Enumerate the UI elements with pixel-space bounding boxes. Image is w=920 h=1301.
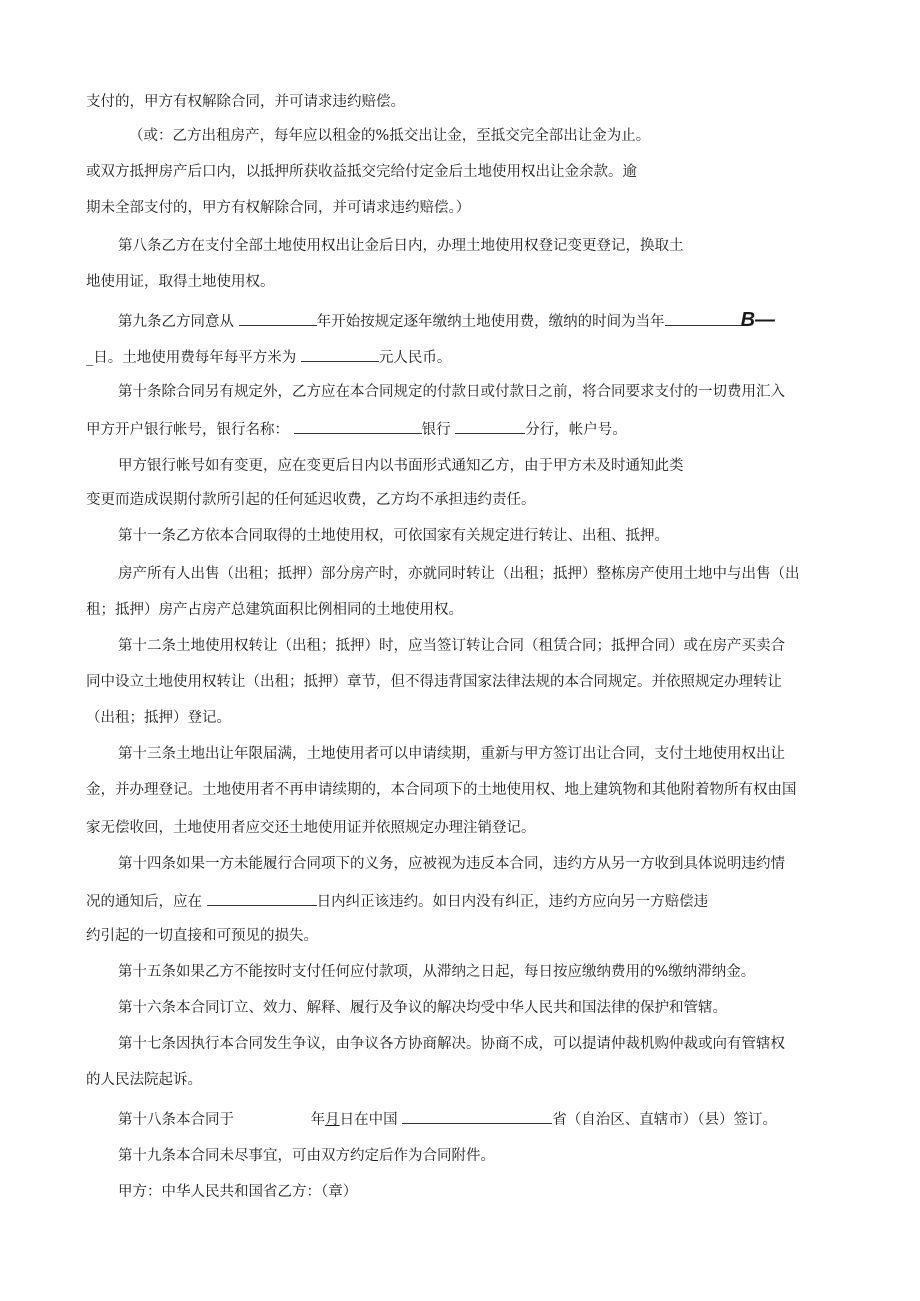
article-9-line: 第九条乙方同意从 年开始按规定逐年缴纳土地使用费，缴纳的时间为当年 B—: [118, 309, 776, 331]
article-19-line: 第十九条本合同未尽事宜，可由双方约定后作为合同附件。: [118, 1148, 495, 1164]
text-line: 房产所有人出售（出租；抵押）部分房产时，亦就同时转让（出租；抵押）整栋房产使用土地中与出售（出: [118, 566, 800, 582]
text-line: 家无偿收回，土地使用者应交还土地使用证并依照规定办理注销登记。: [86, 820, 536, 836]
month-blank[interactable]: [665, 310, 741, 326]
article-13-line: 第十三条土地出让年限届满，土地使用者可以申请续期，重新与甲方签订出让合同，支付土地使用权出让: [118, 746, 785, 762]
handwritten-mark: B—: [740, 309, 776, 331]
article-8-line: 第八条乙方在支付全部土地使用权出让金后日内，办理土地使用权登记变更登记，换取土: [118, 238, 684, 254]
province-blank[interactable]: [402, 1108, 552, 1124]
text-line: 支付的，甲方有权解除合同，并可请求违约赔偿。: [86, 94, 405, 110]
month-underlined: 月: [325, 1112, 340, 1128]
fee-blank[interactable]: [301, 346, 379, 362]
text-line: 或双方抵押房产后口内，以抵押所获收益抵交完给付定金后土地使用权出让金余款。逾: [86, 164, 637, 180]
branch-blank[interactable]: [455, 418, 525, 434]
text-line: 租；抵押）房产占房产总建筑面积比例相同的土地使用权。: [86, 602, 463, 618]
text-line: 约引起的一切直接和可预见的损失。: [86, 928, 318, 944]
article-14-line: 第十四条如果一方未能履行合同项下的义务，应被视为违反本合同，违约方从另一方收到具体说明违约情: [118, 856, 785, 872]
text-line: 甲方银行帐号如有变更，应在变更后日内以书面形式通知乙方，由于甲方未及时通知此类: [118, 458, 684, 474]
text-line: 地使用证，取得土地使用权。: [86, 274, 275, 290]
article-15-line: 第十五条如果乙方不能按时支付任何应付款项，从滞纳之日起，每日按应缴纳费用的%缴纳滞纳金。: [118, 964, 756, 980]
article-18-line: 第十八条本合同于 年月日在中国 省（自治区、直辖市）（县）签订。: [118, 1108, 777, 1130]
text-line: 况的通知后，应在 日内纠正该违约。如日内没有纠正，违约方应向另一方赔偿违: [86, 890, 708, 912]
text-line: 同中设立土地使用权转让（出租；抵押）章节，但不得违背国家法律法规的本合同规定。并依照规定办理转让: [86, 674, 782, 690]
year-blank[interactable]: [239, 310, 317, 326]
article-11-line: 第十一条乙方依本合同取得的土地使用权，可依国家有关规定进行转让、出租、抵押。: [118, 528, 669, 544]
signature-line: 甲方：中华人民共和国省乙方：（章）: [118, 1184, 358, 1200]
article-12-line: 第十二条土地使用权转让（出租；抵押）时，应当签订转让合同（租赁合同；抵押合同）或在房产买卖合: [118, 638, 785, 654]
text-line: _日。土地使用费每年每平方米为 元人民币。: [86, 346, 451, 368]
text-line: 的人民法院起诉。: [86, 1072, 202, 1088]
article-16-line: 第十六条本合同订立、效力、解释、履行及争议的解决均受中华人民共和国法律的保护和管辖。: [118, 1000, 727, 1016]
text-line: 甲方开户银行帐号，银行名称： 银行 分行，帐户号。: [86, 418, 627, 440]
text-line: 期未全部支付的，甲方有权解除合同，并可请求违约赔偿。）: [86, 200, 471, 216]
text-line: 变更而造成误期付款所引起的任何延迟收费，乙方均不承担违约责任。: [86, 492, 536, 508]
article-10-line: 第十条除合同另有规定外，乙方应在本合同规定的付款日或付款日之前，将合同要求支付的一切费用汇入: [118, 384, 785, 400]
article-17-line: 第十七条因执行本合同发生争议，由争议各方协商解决。协商不成，可以提请仲裁机购仲裁或向有管辖权: [118, 1036, 785, 1052]
text-line: （出租；抵押）登记。: [86, 710, 231, 726]
days-blank[interactable]: [207, 890, 317, 906]
bank-name-blank[interactable]: [294, 418, 422, 434]
text-line: （或：乙方出租房产，每年应以租金的%抵交出让金，至抵交完全部出让金为止。: [129, 128, 651, 144]
text-line: 金，并办理登记。土地使用者不再申请续期的，本合同项下的土地使用权、地上建筑物和其他附着物所有权由国: [86, 782, 797, 798]
